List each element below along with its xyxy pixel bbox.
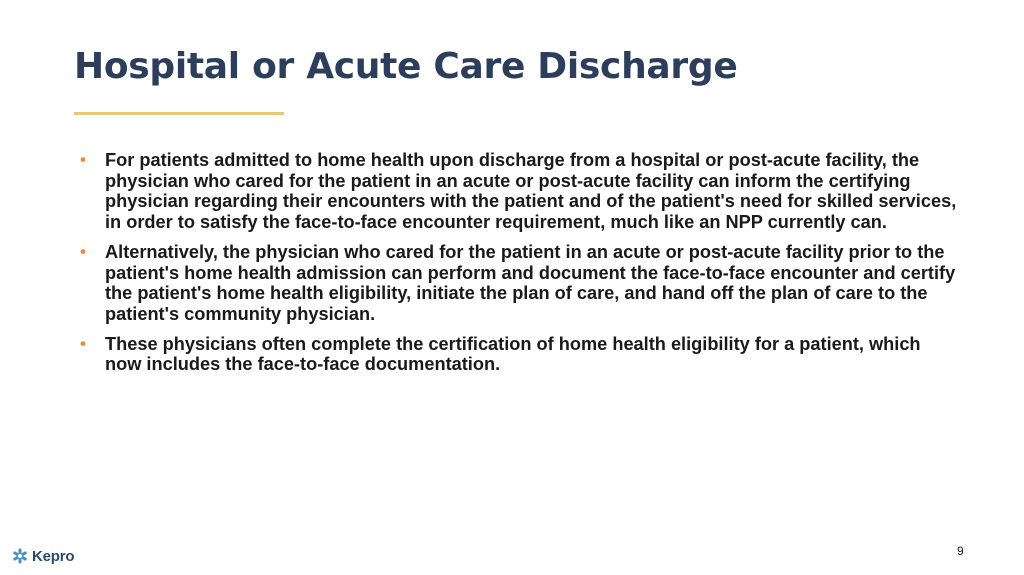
bullet-item — [80, 150, 960, 233]
bullet-marker: • — [80, 333, 86, 353]
kepro-asterisk-icon — [12, 548, 28, 564]
bullet-marker: • — [80, 241, 86, 261]
bullet-marker: • — [80, 150, 86, 169]
bullet-text: These physicians often complete the certification of home health eligibility for a patient, which now includes the face-to-face documentation. — [105, 333, 921, 375]
page-number: 9 — [957, 544, 964, 558]
bullet-list — [80, 150, 960, 384]
bullet-item — [80, 242, 960, 325]
bullet-text: Alternatively, the physician who cared for the patient in an acute or post-acute facility prior to the patient's home health admission can perform and document the face-to-face encounter and certify the patient's home health eligibility, initiate the plan of care, and hand off the plan of care to the patient's community physician. — [105, 241, 956, 324]
title-underline — [74, 112, 284, 115]
logo-text: Kepro — [32, 547, 75, 565]
kepro-logo — [12, 545, 74, 567]
slide-title: Hospital or Acute Care Discharge — [74, 46, 738, 87]
bullet-item — [80, 334, 960, 375]
bullet-text: For patients admitted to home health upon discharge from a hospital or post-acute facility, the physician who cared for the patient in an acute or post-acute facility can inform the certifying physician regarding their encounters with the patient and of the patient's need for skilled services, in order to satisfy the face-to-face encounter requirement, much like an NPP currently can. — [105, 150, 957, 233]
